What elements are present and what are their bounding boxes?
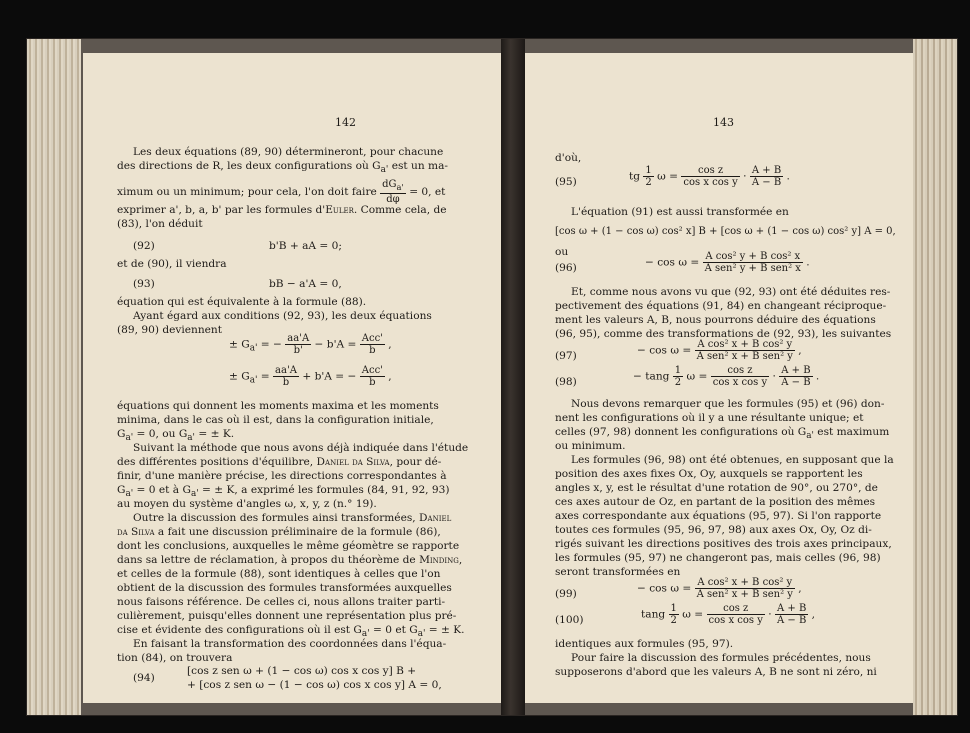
text-line: finir, d'une manière précise, les directions correspondantes à (117, 470, 447, 482)
text-line: $G_{a'} = 0$, ou $G_{a'}$ = ± K. (117, 428, 235, 444)
page-edges-right (913, 39, 957, 715)
text-line: et de (90), il viendra (117, 258, 227, 270)
page-number: 142 (335, 116, 356, 129)
text-line: ou minimum. (555, 440, 626, 452)
text-line: pectivement des équations (91, 84) en changeant réciproque- (555, 300, 887, 312)
text-line: Les deux équations (89, 90) détermineront, pour chacune (133, 146, 444, 158)
text-line: ou (555, 246, 569, 258)
text-line: équations qui donnent les moments maxima et les moments (117, 400, 439, 412)
equation-tag: (92) (133, 240, 155, 252)
text-line: (89, 90) deviennent (117, 324, 223, 336)
equation-tag: (94) (133, 672, 155, 684)
text-line: nent les configurations où il y a une résultante unique; et (555, 412, 864, 424)
equation: − tang $\frac{1}{2}$ ω = $\frac{\text{cos z}}{\text{cos x cos y}}$ · $\frac{A + B}{A - B}$ . (633, 365, 820, 388)
text-line: les formules (95, 97) ne changeront pas, mais celles (96, 98) (555, 552, 881, 564)
text-line: celles (97, 98) donnent les configurations où $G_{a'}$ est maximum (555, 426, 890, 442)
equation-tag: (97) (555, 350, 577, 362)
text-line: (83), l'on déduit (117, 218, 203, 230)
text-line: minima, dans le cas où il est, dans la configuration initiale, (117, 414, 434, 426)
equation-tag: (98) (555, 376, 577, 388)
text-line: ment les valeurs A, B, nous pourrons déduire des équations (555, 314, 876, 326)
open-book (26, 38, 958, 716)
text-line: toutes ces formules (95, 96, 97, 98) aux axes Ox, Oy, Oz di- (555, 524, 872, 536)
equation: ± $G_{a'}$ = − $\frac{aa'A}{b'}$ − b'A = $\frac{\text{Acc'}}{b}$ , (229, 333, 392, 356)
equation: [cos z sen ω + (1 − cos ω) cos x cos y] B + (187, 665, 417, 677)
equation: − cos ω = $\frac{\text{A cos² y + B cos² x}}{\text{A sen² y + B sen² x}}$ . (645, 251, 810, 274)
text-line: culièrement, puisqu'elles donnent une représentation plus pré- (117, 610, 457, 622)
text-line: L'équation (91) est aussi transformée en (571, 206, 789, 218)
text-line: En faisant la transformation des coordonnées dans l'équa- (133, 638, 447, 650)
text-line: identiques aux formules (95, 97). (555, 638, 734, 650)
text-line: des directions de R, les deux configurations où $G_{a'}$ est un ma- (117, 160, 448, 176)
text-line: Les formules (96, 98) ont été obtenues, en supposant que la (571, 454, 894, 466)
text-line: cise et évidente des configurations où il est $G_{a'} = 0$ et $G_{a'}$ = ± K. (117, 624, 465, 640)
text-line: supposerons d'abord que les valeurs A, B ne sont ni zéro, ni (555, 666, 877, 678)
book-gutter (501, 39, 525, 715)
text-line: axes correspondante aux équations (95, 97). Si l'on rapporte (555, 510, 882, 522)
text-line: nous faisons référence. De celles ci, nous allons traiter parti- (117, 596, 446, 608)
text-line: Pour faire la discussion des formules précédentes, nous (571, 652, 871, 664)
text-line: position des axes fixes Ox, Oy, auxquels se rapportent les (555, 468, 863, 480)
text-line: au moyen du système d'angles ω, x, y, z (n.° 19). (117, 498, 377, 510)
text-line: Nous devons remarquer que les formules (95) et (96) don- (571, 398, 885, 410)
text-line: Suivant la méthode que nous avons déjà indiquée dans l'étude (133, 442, 469, 454)
text-line: exprimer a', b, a, b' par les formules d'Euler. Comme cela, de (117, 204, 447, 216)
text-line: $G_{a'} = 0$ et à $G_{a'}$ = ± K, a exprimé les formules (84, 91, 92, 93) (117, 484, 450, 500)
equation: bB − a'A = 0, (269, 278, 342, 290)
equation: ± $G_{a'}$ = $\frac{aa'A}{b}$ + b'A = − $\frac{\text{Acc'}}{b}$ , (229, 365, 392, 388)
text-line: dans sa lettre de réclamation, à propos du théorème de Minding, (117, 554, 463, 566)
text-line: ximum ou un minimum; pour cela, l'on doit faire $\frac{dG_{a'}}{d\varphi}$ = 0, et (117, 179, 446, 205)
text-line: équation qui est équivalente à la formule (88). (117, 296, 367, 308)
text-line: seront transformées en (555, 566, 681, 578)
text-line: Ayant égard aux conditions (92, 93), les deux équations (133, 310, 432, 322)
equation-tag: (96) (555, 262, 577, 274)
equation-tag: (99) (555, 588, 577, 600)
text-line: obtient de la discussion des formules transformées auxquelles (117, 582, 452, 594)
left-page (83, 53, 501, 703)
text-line: tion (84), on trouvera (117, 652, 233, 664)
equation: tg $\frac{1}{2}$ ω = $\frac{\text{cos z}}{\text{cos x cos y}}$ · $\frac{A + B}{A - B}$ . (629, 165, 790, 188)
text-line: angles x, y, est le résultat d'une rotation de 90°, ou 270°, de (555, 482, 878, 494)
equation: − cos ω = $\frac{\text{A cos² x + B cos² y}}{\text{A sen² x + B sen² y}}$ , (637, 339, 802, 362)
text-line: et celles de la formule (88), sont identiques à celles que l'on (117, 568, 441, 580)
equation-tag: (95) (555, 176, 577, 188)
right-page (525, 53, 913, 703)
text-line: ces axes autour de Oz, en partant de la position des mêmes (555, 496, 876, 508)
text-line: (96, 95), comme des transformations de (92, 93), les suivantes (555, 328, 892, 340)
text-line: da Silva a fait une discussion préliminaire de la formule (86), (117, 526, 441, 538)
equation: b'B + aA = 0; (269, 240, 342, 252)
equation-tag: (100) (555, 614, 584, 626)
equation: [cos ω + (1 − cos ω) cos² x] B + [cos ω + (1 − cos ω) cos² y] A = 0, (555, 226, 896, 237)
equation: − cos ω = $\frac{\text{A cos² x + B cos² y}}{\text{A sen² x + B sen² y}}$ , (637, 577, 802, 600)
page-number: 143 (713, 116, 734, 129)
text-line: Et, comme nous avons vu que (92, 93) ont été déduites res- (571, 286, 891, 298)
equation: tang $\frac{1}{2}$ ω = $\frac{\text{cos z}}{\text{cos x cos y}}$ · $\frac{A + B}{A - B}$ , (641, 603, 816, 626)
text-line: des différentes positions d'équilibre, Daniel da Silva, pour dé- (117, 456, 442, 468)
text-line: d'où, (555, 152, 582, 164)
text-line: Outre la discussion des formules ainsi transformées, Daniel (133, 512, 452, 524)
equation-tag: (93) (133, 278, 155, 290)
equation: + [cos z sen ω − (1 − cos ω) cos x cos y] A = 0, (187, 679, 442, 691)
text-line: rigés suivant les directions positives des trois axes principaux, (555, 538, 892, 550)
page-edges-left (27, 39, 81, 715)
text-line: dont les conclusions, auxquelles le même géomètre se rapporte (117, 540, 460, 552)
